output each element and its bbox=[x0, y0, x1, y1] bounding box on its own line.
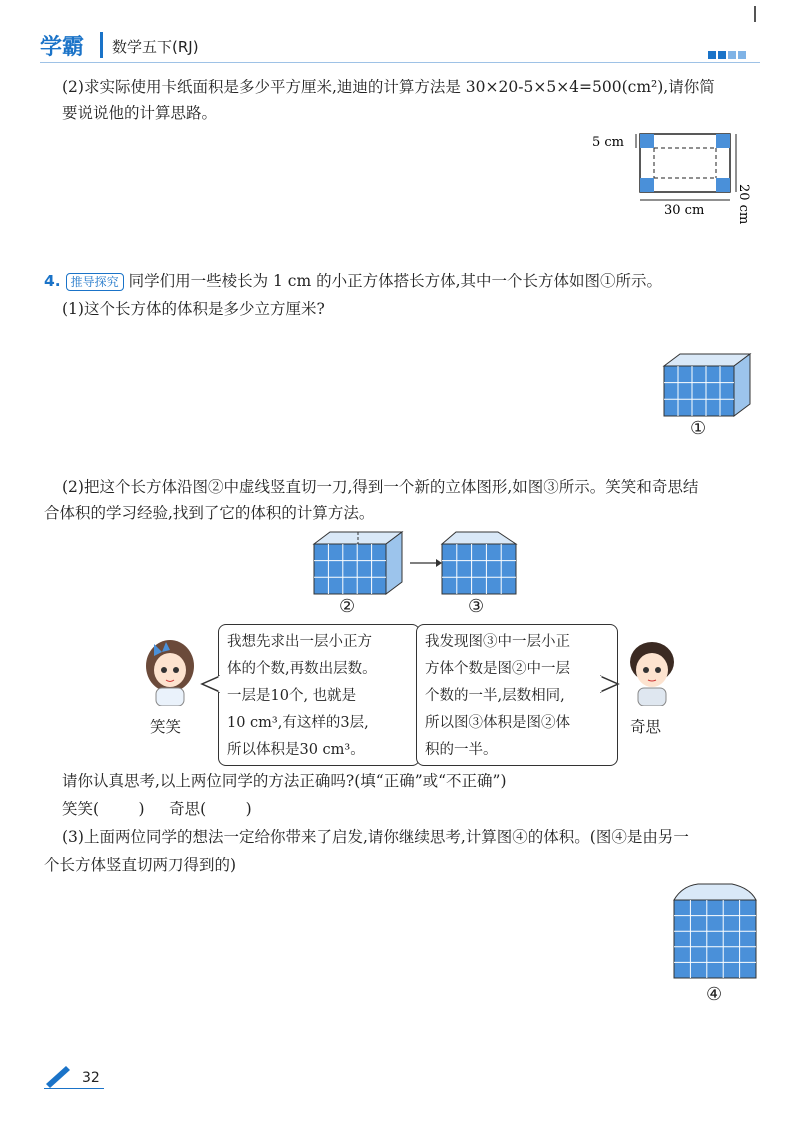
figure-2-cuboid bbox=[310, 530, 406, 596]
brand-logo: 学霸 bbox=[40, 35, 85, 60]
header-separator bbox=[100, 32, 103, 58]
xiaoxiao-speech-bubble bbox=[218, 624, 420, 766]
q3-part2-line2: 要说说他的计算思路。 bbox=[62, 104, 218, 122]
bubble-left-line-2: 体的个数,再数出层数。 bbox=[227, 661, 377, 677]
bubble-left-pointer bbox=[200, 674, 220, 694]
q4-intro: 同学们用一些棱长为 1 cm 的小正方体搭长方体,其中一个长方体如图①所示。 bbox=[128, 272, 663, 290]
judge-answer-line: 笑笑( ) 奇思( ) bbox=[62, 800, 252, 818]
card-corner-label: 5 cm bbox=[592, 135, 625, 150]
bubble-right-pointer bbox=[600, 674, 620, 694]
q4-part2-line2: 合体积的学习经验,找到了它的体积的计算方法。 bbox=[44, 504, 375, 522]
judge-prompt: 请你认真思考,以上两位同学的方法正确吗?(填“正确”或“不正确”) bbox=[62, 772, 507, 790]
qisi-avatar bbox=[622, 636, 682, 706]
card-figure bbox=[590, 126, 760, 226]
bubble-right-line-5: 积的一半。 bbox=[425, 742, 498, 758]
figure-1-label: ① bbox=[690, 418, 707, 439]
qisi-speech-bubble bbox=[416, 624, 618, 766]
card-width-label: 30 cm bbox=[664, 203, 705, 218]
q4-part3-line1: (3)上面两位同学的想法一定给你带来了启发,请你继续思考,计算图④的体积。(图④是由另一 bbox=[62, 828, 689, 846]
q3-part2-line1: (2)求实际使用卡纸面积是多少平方厘米,迪迪的计算方法是 30×20-5×5×4=500(cm²),请你简 bbox=[62, 78, 715, 96]
xiaoxiao-name: 笑笑 bbox=[150, 718, 182, 736]
pen-icon bbox=[44, 1066, 74, 1088]
footer-rule bbox=[44, 1088, 104, 1089]
page-edge-mark bbox=[754, 6, 756, 22]
figure-1-cuboid bbox=[660, 352, 754, 420]
bubble-left-line-1: 我想先求出一层小正方 bbox=[227, 634, 372, 650]
bubble-left-line-4: 10 cm³,有这样的3层, bbox=[227, 715, 369, 731]
card-height-label: 20 cm bbox=[736, 184, 751, 225]
figure-3-solid bbox=[438, 530, 520, 596]
q4-number: 4. bbox=[44, 272, 61, 290]
arrow-icon bbox=[408, 556, 442, 570]
figure-2-label: ② bbox=[339, 596, 356, 617]
q4-part2-line1: (2)把这个长方体沿图②中虚线竖直切一刀,得到一个新的立体图形,如图③所示。笑笑和奇思结 bbox=[62, 478, 699, 496]
figure-4-label: ④ bbox=[706, 984, 723, 1005]
header-decoration bbox=[708, 44, 748, 63]
figure-3-label: ③ bbox=[468, 596, 485, 617]
bubble-right-line-3: 个数的一半,层数相同, bbox=[425, 688, 565, 704]
qisi-name: 奇思 bbox=[630, 718, 662, 736]
bubble-right-line-2: 方体个数是图②中一层 bbox=[425, 661, 570, 677]
book-title: 数学五下(RJ) bbox=[112, 38, 199, 56]
header-rule bbox=[40, 62, 760, 63]
bubble-left-line-5: 所以体积是30 cm³。 bbox=[227, 742, 365, 758]
bubble-right-line-4: 所以图③体积是图②体 bbox=[425, 715, 570, 731]
q4-intro-row bbox=[44, 270, 662, 292]
bubble-left-line-3: 一层是10个, 也就是 bbox=[227, 688, 357, 704]
q4-tag: 推导探究 bbox=[66, 273, 124, 291]
bubble-right-line-1: 我发现图③中一层小正 bbox=[425, 634, 570, 650]
q4-part3-line2: 个长方体竖直切两刀得到的) bbox=[44, 856, 237, 874]
figure-4-solid bbox=[672, 882, 758, 982]
page-number: 32 bbox=[82, 1070, 100, 1086]
xiaoxiao-avatar bbox=[140, 636, 200, 706]
q4-part1: (1)这个长方体的体积是多少立方厘米? bbox=[62, 300, 325, 318]
